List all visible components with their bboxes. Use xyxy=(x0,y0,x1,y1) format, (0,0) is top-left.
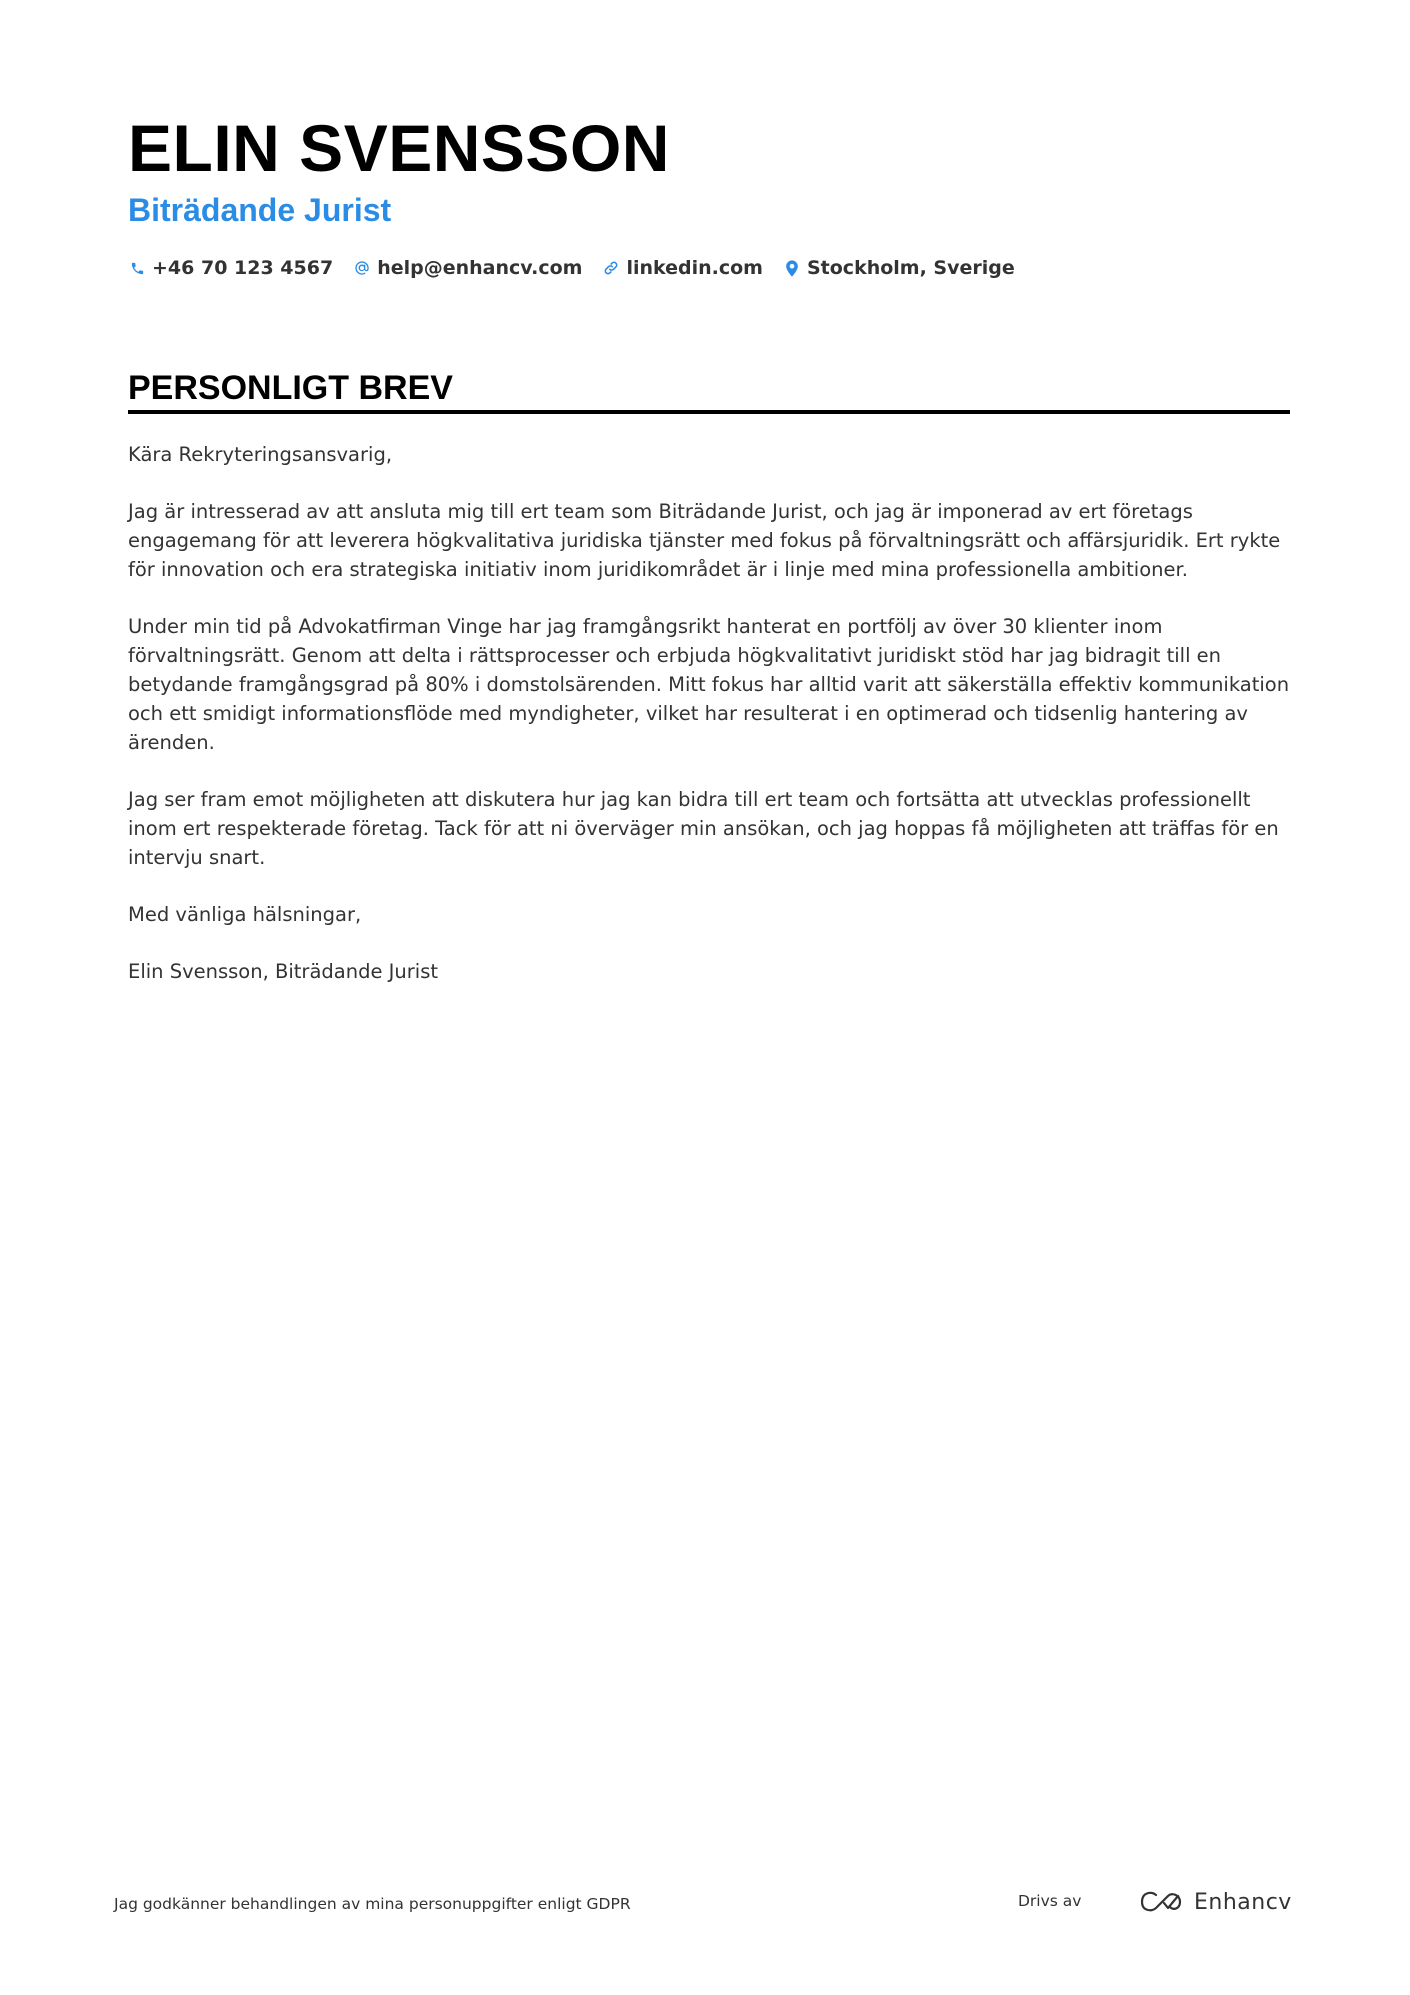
letter-body xyxy=(128,440,1298,1014)
contact-location-text: Stockholm, Sverige xyxy=(806,257,1015,279)
letter-greeting: Kära Rekryteringsansvarig, xyxy=(128,443,393,466)
contact-location xyxy=(783,257,1015,279)
letter-paragraph: Jag ser fram emot möjligheten att diskutera hur jag kan bidra till ert team och fortsätta att utvecklas professionellt inom ert respekterade företag. Tack för att ni överväger min ansökan, och jag hoppas få möjligheten att träffas för en intervju snart. xyxy=(128,788,1279,869)
letter-paragraph: Under min tid på Advokatfirman Vinge har jag framgångsrikt hanterat en portfölj av över 30 klienter inom förvaltningsrätt. Genom att delta i rättsprocesser och erbjuda högkvalitativt juridiskt stöd har jag bidragit till en betydande framgångsgrad på 80% i domstolsärenden. Mitt fokus har alltid varit att säkerställa effektiv kommunikation och ett smidigt informationsflöde med myndigheter, vilket har resulterat i en optimerad och tidsenlig hantering av ärenden. xyxy=(128,615,1290,754)
contact-phone xyxy=(128,257,333,279)
phone-icon xyxy=(128,258,146,278)
location-pin-icon xyxy=(783,258,801,278)
enhancv-logo[interactable] xyxy=(1138,1885,1292,1919)
letter-paragraph: Jag är intresserad av att ansluta mig till ert team som Biträdande Jurist, och jag är imponerad av ert företags engagemang för att leverera högkvalitativa juridiska tjänster med fokus på förvaltningsrätt och affärsjuridik. Ert rykte för innovation och era strategiska initiativ inom juridikområdet är i linje med mina professionella ambitioner. xyxy=(128,500,1281,581)
section-title: PERSONLIGT BREV xyxy=(128,369,453,407)
letter-closing: Med vänliga hälsningar, xyxy=(128,903,362,926)
contact-phone-text: +46 70 123 4567 xyxy=(152,257,334,279)
at-icon xyxy=(353,258,371,278)
contact-email[interactable] xyxy=(353,257,582,279)
job-title: Biträdande Jurist xyxy=(128,192,392,228)
contact-linkedin-text[interactable]: linkedin.com xyxy=(626,257,763,279)
contact-linkedin[interactable] xyxy=(602,257,763,279)
gdpr-consent: Jag godkänner behandlingen av mina personuppgifter enligt GDPR xyxy=(114,1895,631,1913)
contact-email-text[interactable]: help@enhancv.com xyxy=(377,257,583,279)
letter-signature: Elin Svensson, Biträdande Jurist xyxy=(128,960,439,983)
link-icon xyxy=(602,258,620,278)
enhancv-logo-text: Enhancv xyxy=(1194,1889,1292,1915)
applicant-name: ELIN SVENSSON xyxy=(128,111,670,185)
section-divider xyxy=(128,410,1290,414)
contact-bar xyxy=(128,252,1035,284)
powered-by-label: Drivs av xyxy=(1018,1892,1082,1910)
enhancv-logo-icon xyxy=(1138,1889,1184,1915)
